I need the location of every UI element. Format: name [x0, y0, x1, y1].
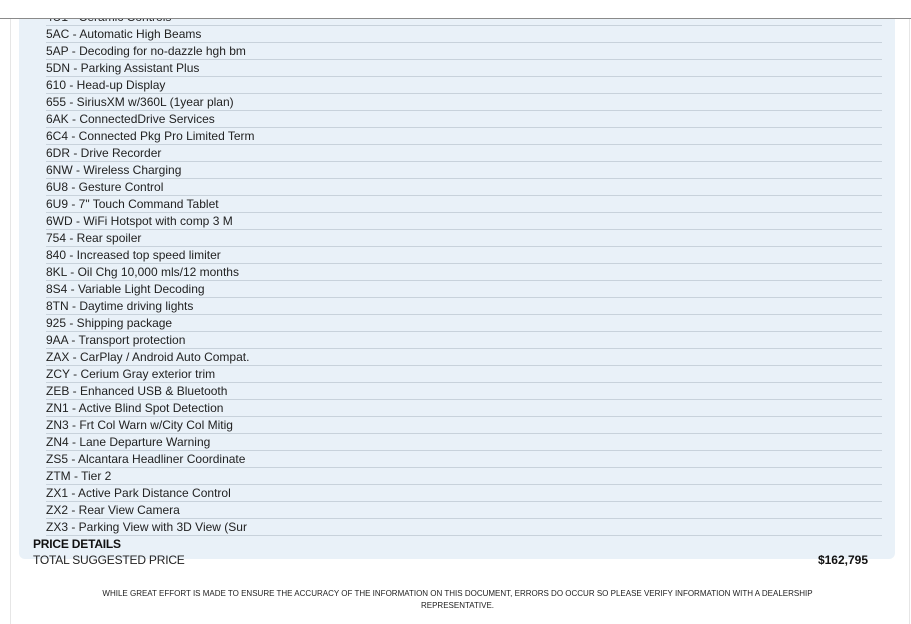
- option-row: 6WD - WiFi Hotspot with comp 3 M: [46, 213, 882, 230]
- option-row: 6DR - Drive Recorder: [46, 145, 882, 162]
- option-row: ZX2 - Rear View Camera: [46, 502, 882, 519]
- option-row: ZS5 - Alcantara Headliner Coordinate: [46, 451, 882, 468]
- option-row: ZAX - CarPlay / Android Auto Compat.: [46, 349, 882, 366]
- option-row: 610 - Head-up Display: [46, 77, 882, 94]
- option-row: ZN4 - Lane Departure Warning: [46, 434, 882, 451]
- option-row: 5AC - Automatic High Beams: [46, 26, 882, 43]
- option-row: ZX1 - Active Park Distance Control: [46, 485, 882, 502]
- option-row: 5AP - Decoding for no-dazzle hgh bm: [46, 43, 882, 60]
- option-row: 8S4 - Variable Light Decoding: [46, 281, 882, 298]
- option-row: 8TN - Daytime driving lights: [46, 298, 882, 315]
- option-row: 754 - Rear spoiler: [46, 230, 882, 247]
- option-row: ZCY - Cerium Gray exterior trim: [46, 366, 882, 383]
- total-suggested-price-label: TOTAL SUGGESTED PRICE: [33, 553, 185, 567]
- option-row: 5DN - Parking Assistant Plus: [46, 60, 882, 77]
- option-row: 8KL - Oil Chg 10,000 mls/12 months: [46, 264, 882, 281]
- total-suggested-price-value: $162,795: [817, 553, 868, 567]
- option-row: ZX3 - Parking View with 3D View (Sur: [46, 519, 882, 536]
- options-list: [46, 9, 882, 536]
- option-row: ZEB - Enhanced USB & Bluetooth: [46, 383, 882, 400]
- option-row: 9AA - Transport protection: [46, 332, 882, 349]
- option-row: 6C4 - Connected Pkg Pro Limited Term: [46, 128, 882, 145]
- option-row: 6AK - ConnectedDrive Services: [46, 111, 882, 128]
- disclaimer-text: WHILE GREAT EFFORT IS MADE TO ENSURE THE ACCURACY OF THE INFORMATION ON THIS DOCUMENT, ERRORS DO OCCUR SO PLEASE VERIFY INFORMATION WITH A DEALERSHIP REPRESENTATIVE.: [102, 589, 813, 610]
- top-bar: [0, 0, 911, 19]
- option-row: ZN1 - Active Blind Spot Detection: [46, 400, 882, 417]
- option-row: 6NW - Wireless Charging: [46, 162, 882, 179]
- option-row: 6U8 - Gesture Control: [46, 179, 882, 196]
- option-row: 655 - SiriusXM w/360L (1year plan): [46, 94, 882, 111]
- price-details-title: PRICE DETAILS: [33, 537, 121, 551]
- option-row: ZTM - Tier 2: [46, 468, 882, 485]
- option-row: 840 - Increased top speed limiter: [46, 247, 882, 264]
- option-row: ZN3 - Frt Col Warn w/City Col Mitig: [46, 417, 882, 434]
- option-row: 925 - Shipping package: [46, 315, 882, 332]
- option-row: 6U9 - 7" Touch Command Tablet: [46, 196, 882, 213]
- options-panel: [19, 0, 895, 567]
